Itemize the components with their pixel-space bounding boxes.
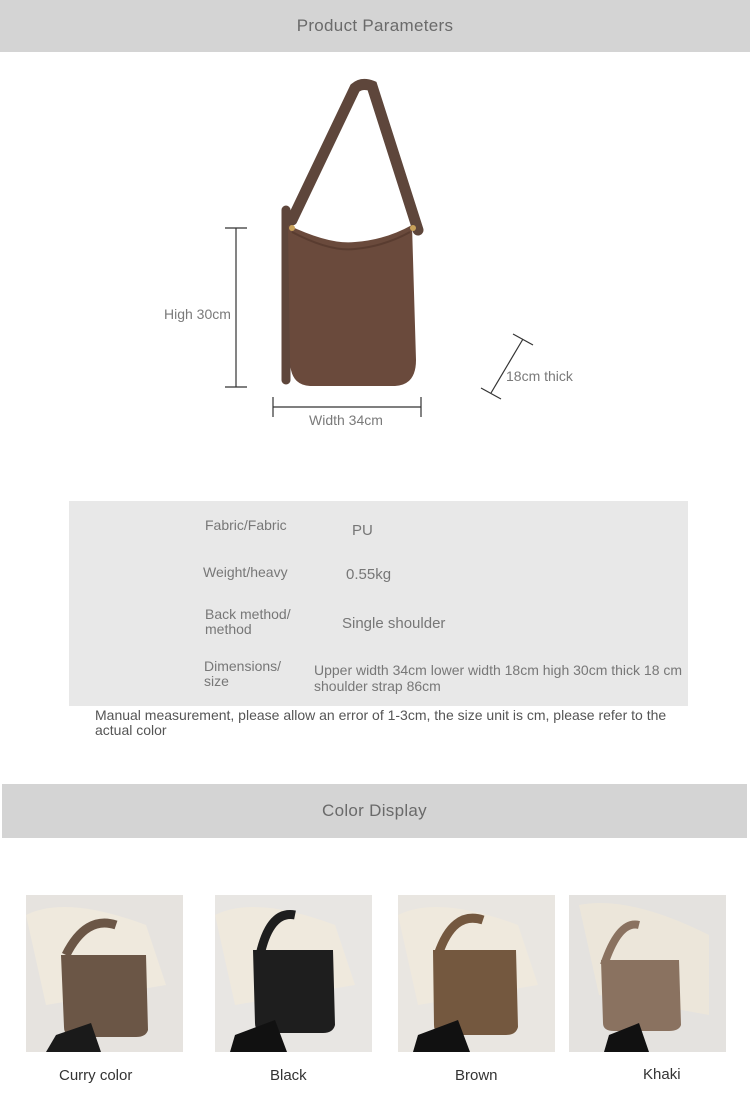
section-title: Product Parameters bbox=[296, 16, 454, 35]
width-label: Width 34cm bbox=[309, 412, 383, 428]
section-header-parameters bbox=[0, 0, 750, 52]
param-value-carry-method: Single shoulder bbox=[342, 615, 446, 632]
param-key-dimensions: Dimensions/ size bbox=[204, 658, 282, 689]
param-value-fabric: PU bbox=[352, 522, 373, 539]
param-key-carry-method: Back method/ method bbox=[205, 606, 291, 637]
color-name-black: Black bbox=[270, 1067, 307, 1084]
bag-photo-khaki bbox=[569, 895, 726, 1052]
param-value-weight: 0.55kg bbox=[346, 566, 392, 583]
thickness-label: 18cm thick bbox=[506, 368, 573, 384]
color-name-curry: Curry color bbox=[59, 1067, 133, 1084]
param-key-weight: Weight/heavy bbox=[203, 564, 288, 580]
section-header-colors bbox=[2, 784, 747, 838]
bag-strap bbox=[292, 84, 418, 230]
bag-dimension-diagram bbox=[0, 60, 750, 440]
color-name-brown: Brown bbox=[455, 1067, 498, 1084]
color-swatch-khaki[interactable] bbox=[569, 895, 726, 1052]
color-swatch-curry[interactable] bbox=[26, 895, 183, 1052]
color-swatch-brown[interactable] bbox=[398, 895, 555, 1052]
bag-photo-black bbox=[215, 895, 372, 1052]
param-value-dimensions: Upper width 34cm lower width 18cm high 30cm thick 18 cm shoulder strap 86cm bbox=[314, 662, 683, 694]
param-key-fabric: Fabric/Fabric bbox=[205, 517, 287, 533]
color-swatch-black[interactable] bbox=[215, 895, 372, 1052]
color-name-khaki: Khaki bbox=[643, 1066, 681, 1083]
height-label: High 30cm bbox=[164, 306, 231, 322]
bag-photo-brown bbox=[398, 895, 555, 1052]
bag-photo-curry bbox=[26, 895, 183, 1052]
measurement-note: Manual measurement, please allow an error of 1-3cm, the size unit is cm, please refer to the actual color bbox=[95, 707, 667, 738]
section-title: Color Display bbox=[322, 801, 427, 820]
